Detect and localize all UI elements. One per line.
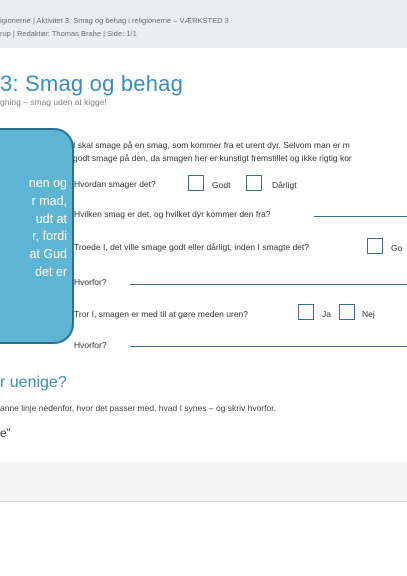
why-label-1: Hvorfor? xyxy=(74,277,107,287)
question-unclean: Tror I, smagen er med til at gøre meden uren? xyxy=(74,309,249,319)
bubble-line: r, fordi xyxy=(32,229,67,244)
info-bubble-text xyxy=(29,175,67,282)
why-label-2: Hvorfor? xyxy=(74,340,107,350)
answer-line-why-2[interactable] xyxy=(130,346,407,347)
checkbox-no[interactable] xyxy=(339,304,355,320)
bubble-line: nen og xyxy=(28,176,67,190)
option-bad-label: Dårligt xyxy=(272,180,297,190)
question-which-taste: Hvilken smag er det, og hvilket dyr kommer den fra? xyxy=(74,209,271,219)
checkbox-expect-good[interactable] xyxy=(367,238,383,254)
page-header xyxy=(0,0,407,48)
header-credits: rup | Redaktør: Thomas Brahe | Side: 1/1 xyxy=(0,29,137,38)
intro-line-1: I skal smage på en smag, som kommer fra et urent dyr. Selvom man er m xyxy=(73,140,350,150)
checkbox-good[interactable] xyxy=(188,175,204,191)
option-no-label: Nej xyxy=(362,309,375,319)
page-subtitle: gning – smag uden at kigge! xyxy=(0,97,107,107)
section-heading: r uenige? xyxy=(0,374,67,391)
section-instruction: anne linje nedenfor, hvor det passer med, hvad I synes – og skriv hvorfor. xyxy=(0,403,276,413)
bubble-line: det er xyxy=(35,264,67,279)
page-title: 3: Smag og behag xyxy=(0,71,184,96)
intro-text xyxy=(73,139,352,165)
question-taste: Hvordan smager det? xyxy=(74,179,156,189)
divider xyxy=(0,501,407,502)
quote-fragment: e” xyxy=(0,426,11,440)
checkbox-bad[interactable] xyxy=(246,175,262,191)
option-yes-label: Ja xyxy=(322,309,331,319)
page-band xyxy=(0,462,407,502)
question-expectation: Troede I, det ville smage godt eller dårligt, inden I smagte det? xyxy=(74,242,309,252)
intro-line-2: godt smage på den, da smagen her er kunstigt fremstillet og ikke rigtig kor xyxy=(73,153,352,163)
bubble-line: r mad, xyxy=(31,193,67,208)
checkbox-yes[interactable] xyxy=(298,304,314,320)
header-breadcrumb: igionerne | Aktivitet 3: Smag og behag i religionerne – VÆRKSTED 3 xyxy=(0,16,229,25)
answer-line-which-taste[interactable] xyxy=(314,216,407,217)
answer-line-why-1[interactable] xyxy=(130,284,407,285)
option-good-label: Godt xyxy=(212,180,231,190)
option-expect-good-label: Go xyxy=(391,243,403,253)
bubble-line: udt at xyxy=(35,211,67,226)
info-bubble xyxy=(0,128,74,344)
bubble-line: at Gud xyxy=(29,247,67,262)
